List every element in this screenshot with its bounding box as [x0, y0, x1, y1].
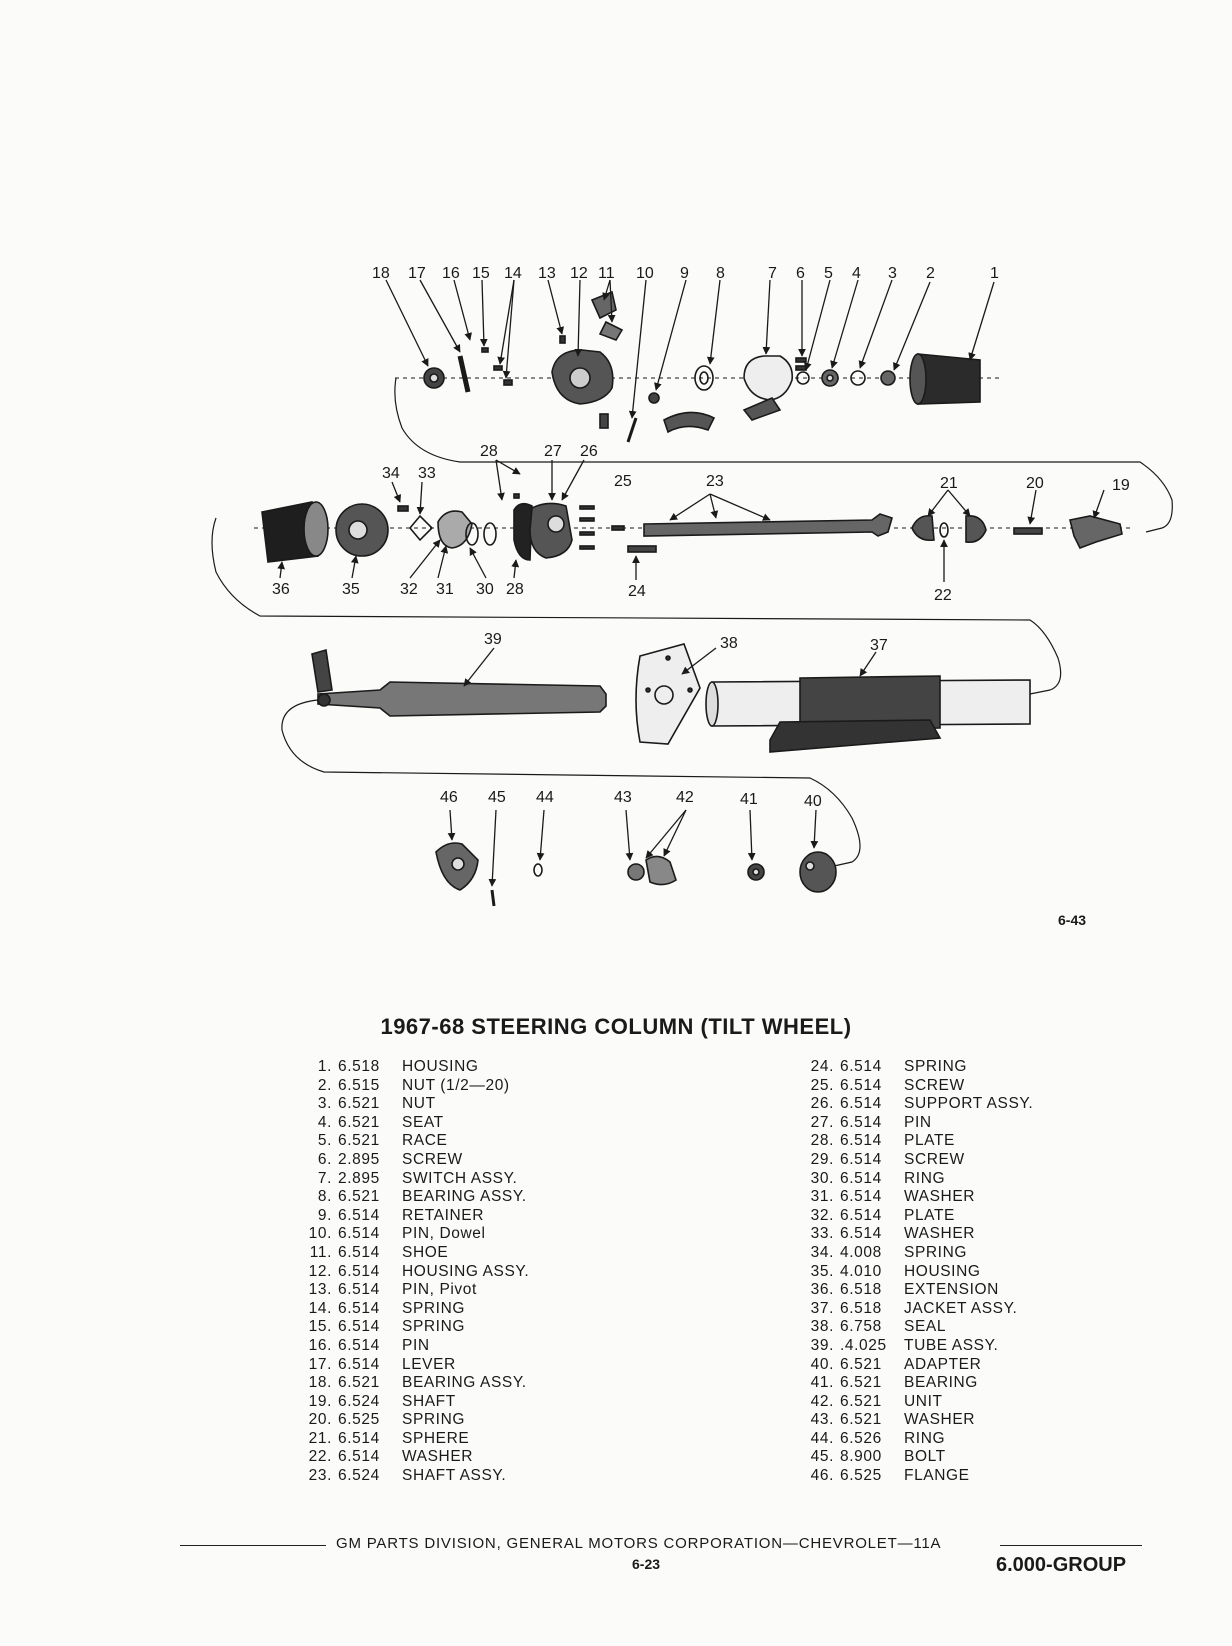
- part-description: PIN, Dowel: [402, 1225, 486, 1243]
- part-39-tube: [318, 682, 606, 716]
- part-description: BOLT: [904, 1448, 946, 1466]
- part-row: [802, 1058, 1033, 1077]
- part-number: 16.: [308, 1336, 332, 1354]
- footer-text: GM PARTS DIVISION, GENERAL MOTORS CORPORATION—CHEVROLET—11A: [336, 1535, 942, 1552]
- part-number: 24.: [810, 1058, 834, 1075]
- part-code: 6.521: [338, 1095, 380, 1113]
- part-number: 36.: [810, 1281, 834, 1299]
- part-number: 41.: [810, 1374, 834, 1392]
- part-description: LEVER: [402, 1355, 456, 1373]
- part-code: 6.524: [338, 1392, 380, 1410]
- part-number: 27.: [810, 1113, 834, 1131]
- part-code: 6.521: [338, 1113, 380, 1131]
- callout-27: 27: [544, 443, 562, 460]
- part-description: UNIT: [904, 1392, 943, 1410]
- callout-11: 11: [598, 265, 615, 282]
- part-code: 6.758: [840, 1318, 882, 1336]
- callout-19: 19: [1112, 477, 1130, 494]
- part-description: HOUSING: [402, 1058, 479, 1075]
- part-number: 21.: [308, 1429, 332, 1447]
- part-row: [300, 1411, 529, 1430]
- part-code: 8.900: [840, 1448, 882, 1466]
- part-number: 12.: [308, 1262, 332, 1280]
- part-code: 6.518: [840, 1281, 882, 1299]
- part-number: 8.: [317, 1188, 332, 1206]
- connector-line-1: [395, 378, 1172, 532]
- part-number: 1.: [317, 1058, 332, 1075]
- callout-15: 15: [472, 265, 490, 282]
- part-description: TUBE ASSY.: [904, 1336, 999, 1354]
- part-row: [300, 1337, 529, 1356]
- callout-40: 40: [804, 793, 822, 810]
- callout-22: 22: [934, 587, 952, 604]
- part-row: [802, 1448, 1033, 1467]
- part-number: 40.: [810, 1355, 834, 1373]
- figure-number: 6-43: [1058, 912, 1087, 928]
- part-description: SPRING: [402, 1299, 466, 1317]
- part-description: SEAT: [402, 1113, 444, 1131]
- part-description: WASHER: [904, 1188, 976, 1206]
- callout-12: 12: [570, 265, 588, 282]
- part-code: 6.518: [338, 1058, 380, 1075]
- part-description: EXTENSION: [904, 1281, 999, 1299]
- row3-parts: [282, 644, 1030, 866]
- part-description: RACE: [402, 1132, 448, 1150]
- part-code: 6.514: [338, 1318, 380, 1336]
- part-19-shaft: [1070, 516, 1122, 548]
- part-number: 22.: [308, 1448, 332, 1466]
- part-row: [300, 1318, 529, 1337]
- callout-10: 10: [636, 265, 654, 282]
- part-row: [300, 1430, 529, 1449]
- part-description: JACKET ASSY.: [904, 1299, 1018, 1317]
- callout-3: 3: [888, 265, 897, 282]
- part-code: 6.521: [338, 1374, 380, 1392]
- part-code: 6.514: [338, 1206, 380, 1224]
- part-number: 42.: [810, 1392, 834, 1410]
- part-description: SEAL: [904, 1318, 947, 1336]
- part-code: 6.514: [840, 1150, 882, 1168]
- part-row: [802, 1263, 1033, 1282]
- callout-25: 25: [614, 473, 632, 490]
- callout-9: 9: [680, 265, 689, 282]
- part-code: 6.521: [338, 1188, 380, 1206]
- part-10-dowel: [628, 418, 636, 442]
- callout-5: 5: [824, 265, 833, 282]
- part-27-pin: [514, 494, 519, 498]
- part-row: [802, 1318, 1033, 1337]
- part-description: HOUSING: [904, 1262, 981, 1280]
- part-row: [300, 1281, 529, 1300]
- part-number: 26.: [810, 1095, 834, 1113]
- part-row: [802, 1207, 1033, 1226]
- part-17-lever: [460, 356, 468, 392]
- part-number: 32.: [810, 1206, 834, 1224]
- part-description: SWITCH ASSY.: [402, 1169, 518, 1187]
- part-code: 6.514: [338, 1243, 380, 1261]
- part-row: [300, 1225, 529, 1244]
- part-description: BEARING ASSY.: [402, 1374, 527, 1392]
- callout-31: 31: [436, 581, 454, 598]
- part-code: 6.521: [840, 1411, 882, 1429]
- part-row: [300, 1467, 529, 1486]
- part-code: 6.524: [338, 1467, 380, 1485]
- part-20-spring: [1014, 528, 1042, 534]
- part-description: WASHER: [904, 1411, 976, 1429]
- part-row: [802, 1356, 1033, 1375]
- part-number: 10.: [308, 1225, 332, 1243]
- part-description: SHAFT: [402, 1392, 456, 1410]
- part-number: 9.: [317, 1206, 332, 1224]
- part-code: 6.525: [840, 1467, 882, 1485]
- callout-13: 13: [538, 265, 556, 282]
- part-description: SCREW: [904, 1076, 965, 1094]
- part-row: [802, 1393, 1033, 1412]
- part-description: FLANGE: [904, 1467, 970, 1485]
- part-code: 6.521: [840, 1392, 882, 1410]
- part-code: 6.514: [338, 1355, 380, 1373]
- callout-2: 2: [926, 265, 935, 282]
- part-number: 34.: [810, 1243, 834, 1261]
- part-row: [300, 1374, 529, 1393]
- part-number: 30.: [810, 1169, 834, 1187]
- part-number: 18.: [308, 1374, 332, 1392]
- part-code: 6.514: [840, 1169, 882, 1187]
- callout-36: 36: [272, 581, 290, 598]
- part-number: 37.: [810, 1299, 834, 1317]
- part-code: 6.518: [840, 1299, 882, 1317]
- part-43-washer: [628, 864, 644, 880]
- part-code: 6.514: [840, 1095, 882, 1113]
- callout-26: 26: [580, 443, 598, 460]
- part-number: 7.: [317, 1169, 332, 1187]
- part-code: 6.526: [840, 1429, 882, 1447]
- part-row: [802, 1170, 1033, 1189]
- callout-14: 14: [504, 265, 522, 282]
- part-row: [802, 1430, 1033, 1449]
- page-number: 6-23: [632, 1556, 661, 1572]
- part-row: [802, 1244, 1033, 1263]
- part-description: SUPPORT ASSY.: [904, 1095, 1034, 1113]
- group-label: 6.000-GROUP: [996, 1554, 1127, 1576]
- part-description: SPRING: [402, 1318, 466, 1336]
- part-number: 14.: [308, 1299, 332, 1317]
- part-code: 6.514: [840, 1058, 882, 1075]
- part-number: 20.: [308, 1411, 332, 1429]
- part-code: 6.514: [338, 1281, 380, 1299]
- callout-32: 32: [400, 581, 418, 598]
- part-row: [300, 1393, 529, 1412]
- part-40-adapter: [800, 852, 836, 892]
- part-code: 6.521: [338, 1132, 380, 1150]
- part-description: PLATE: [904, 1132, 955, 1150]
- part-7-switch: [744, 356, 792, 400]
- callout-16: 16: [442, 265, 460, 282]
- callout-18: 18: [372, 265, 390, 282]
- part-description: WASHER: [904, 1225, 976, 1243]
- part-description: PIN: [904, 1113, 932, 1131]
- part-row: [802, 1411, 1033, 1430]
- part-description: SPRING: [402, 1411, 466, 1429]
- callout-35: 35: [342, 581, 360, 598]
- part-code: 6.514: [840, 1188, 882, 1206]
- part-code: 6.514: [338, 1336, 380, 1354]
- part-row: [802, 1467, 1033, 1486]
- part-number: 11.: [309, 1243, 332, 1261]
- part-number: 4.: [317, 1113, 332, 1131]
- part-row: [802, 1300, 1033, 1319]
- part-description: SCREW: [904, 1150, 965, 1168]
- part-row: [300, 1170, 529, 1189]
- part-row: [300, 1132, 529, 1151]
- part-34-spring: [398, 506, 408, 511]
- part-2-nut: [881, 371, 895, 385]
- part-row: [802, 1337, 1033, 1356]
- callout-1: 1: [990, 265, 999, 282]
- part-row: [802, 1188, 1033, 1207]
- part-description: SPRING: [904, 1058, 968, 1075]
- footer-rule-left: [180, 1545, 326, 1546]
- part-row: [300, 1300, 529, 1319]
- part-description: SHOE: [402, 1243, 449, 1261]
- callout-6: 6: [796, 265, 805, 282]
- part-number: 28.: [810, 1132, 834, 1150]
- callout-23: 23: [706, 473, 724, 490]
- part-number: 17.: [308, 1355, 332, 1373]
- callout-46: 46: [440, 789, 458, 806]
- part-number: 38.: [810, 1318, 834, 1336]
- part-row: [300, 1263, 529, 1282]
- part-number: 46.: [810, 1467, 834, 1485]
- part-description: WASHER: [402, 1448, 474, 1466]
- part-row: [802, 1151, 1033, 1170]
- part-row: [802, 1114, 1033, 1133]
- part-description: RETAINER: [402, 1206, 485, 1224]
- callout-43: 43: [614, 789, 632, 806]
- callout-45: 45: [488, 789, 506, 806]
- callout-17: 17: [408, 265, 426, 282]
- section-title: 1967-68 STEERING COLUMN (TILT WHEEL): [380, 1014, 852, 1039]
- part-code: 2.895: [338, 1150, 380, 1168]
- row4-parts: [436, 843, 836, 906]
- part-number: 23.: [308, 1467, 332, 1485]
- part-code: 6.514: [338, 1225, 380, 1243]
- part-description: PIN, Pivot: [402, 1281, 477, 1299]
- part-code: 6.514: [840, 1206, 882, 1224]
- part-number: 29.: [810, 1150, 834, 1168]
- part-description: NUT (1/2—20): [402, 1076, 510, 1094]
- part-description: RING: [904, 1169, 946, 1187]
- part-code: 6.514: [338, 1429, 380, 1447]
- part-code: 6.521: [840, 1374, 882, 1392]
- callout-8: 8: [716, 265, 725, 282]
- callout-7: 7: [768, 265, 777, 282]
- callout-33: 33: [418, 465, 436, 482]
- part-row: [300, 1244, 529, 1263]
- part-11-shoe: [592, 292, 616, 318]
- part-42-unit: [646, 856, 676, 884]
- part-row: [802, 1095, 1033, 1114]
- part-code: 6.514: [840, 1076, 882, 1094]
- part-description: SPRING: [904, 1243, 968, 1261]
- part-number: 19.: [308, 1392, 332, 1410]
- part-number: 35.: [810, 1262, 834, 1280]
- part-22-washer: [940, 523, 948, 537]
- part-30-ring: [484, 523, 496, 545]
- part-44-ring: [534, 864, 542, 876]
- part-number: 33.: [810, 1225, 834, 1243]
- part-number: 44.: [810, 1429, 834, 1447]
- part-row: [300, 1207, 529, 1226]
- part-9-retainer: [649, 393, 659, 403]
- part-45-bolt: [492, 890, 494, 906]
- part-code: 6.514: [840, 1225, 882, 1243]
- part-code: 6.514: [840, 1132, 882, 1150]
- part-number: 3.: [317, 1095, 332, 1113]
- parts-list-right: [802, 1058, 1033, 1486]
- part-number: 2.: [317, 1076, 332, 1094]
- callout-34: 34: [382, 465, 400, 482]
- parts-list-left: [300, 1058, 529, 1486]
- callout-20: 20: [1026, 475, 1044, 492]
- part-code: 6.525: [338, 1411, 380, 1429]
- part-code: 6.514: [840, 1113, 882, 1131]
- part-row: [300, 1077, 529, 1096]
- part-description: SPHERE: [402, 1429, 470, 1447]
- part-code: 6.515: [338, 1076, 380, 1094]
- part-description: PIN: [402, 1336, 430, 1354]
- part-row: [802, 1077, 1033, 1096]
- part-number: 13.: [308, 1281, 332, 1299]
- callout-4: 4: [852, 265, 861, 282]
- part-21-sphere: [912, 516, 934, 541]
- part-23-shaft: [644, 514, 892, 536]
- footer-rule-right: [1000, 1545, 1142, 1546]
- part-number: 5.: [317, 1132, 332, 1150]
- row1-parts: [395, 292, 1172, 532]
- part-number: 31.: [810, 1188, 834, 1206]
- part-row: [802, 1281, 1033, 1300]
- part-row: [300, 1058, 529, 1077]
- part-number: 39.: [810, 1336, 834, 1354]
- part-description: PLATE: [904, 1206, 955, 1224]
- callout-labels: [272, 265, 1130, 810]
- callout-38: 38: [720, 635, 738, 652]
- part-14-spring: [504, 380, 512, 385]
- part-code: 6.514: [338, 1448, 380, 1466]
- part-1-housing: [918, 354, 980, 404]
- part-description: SCREW: [402, 1150, 463, 1168]
- part-code: 4.008: [840, 1243, 882, 1261]
- part-row: [300, 1151, 529, 1170]
- callout-44: 44: [536, 789, 554, 806]
- part-number: 15.: [308, 1318, 332, 1336]
- part-code: 6.521: [840, 1355, 882, 1373]
- part-description: BEARING ASSY.: [402, 1188, 527, 1206]
- part-number: 25.: [810, 1076, 834, 1094]
- callout-24: 24: [628, 583, 646, 600]
- part-24-spring: [628, 546, 656, 552]
- callout-30: 30: [476, 581, 494, 598]
- callout-42: 42: [676, 789, 694, 806]
- callout-41: 41: [740, 791, 758, 808]
- callout-28-bottom: 28: [506, 581, 524, 598]
- part-number: 43.: [810, 1411, 834, 1429]
- part-25-screw: [580, 506, 594, 509]
- part-row: [802, 1132, 1033, 1151]
- part-row: [300, 1114, 529, 1133]
- callout-37: 37: [870, 637, 888, 654]
- part-15-spring: [494, 366, 502, 370]
- connector-line-2: [212, 518, 1061, 694]
- part-16-pin: [482, 348, 488, 352]
- part-13-pin: [560, 336, 565, 343]
- part-code: 6.514: [338, 1299, 380, 1317]
- part-code: 2.895: [338, 1169, 380, 1187]
- part-33-washer: [410, 516, 432, 540]
- part-code: .4.025: [840, 1336, 887, 1354]
- part-row: [300, 1095, 529, 1114]
- callout-28-top: 28: [480, 443, 498, 460]
- part-code: 4.010: [840, 1262, 882, 1280]
- part-row: [300, 1188, 529, 1207]
- part-description: SHAFT ASSY.: [402, 1467, 507, 1485]
- part-description: HOUSING ASSY.: [402, 1262, 530, 1280]
- part-row: [300, 1356, 529, 1375]
- part-description: RING: [904, 1429, 946, 1447]
- part-description: ADAPTER: [904, 1355, 982, 1373]
- part-number: 6.: [317, 1150, 332, 1168]
- part-description: BEARING: [904, 1374, 978, 1392]
- part-6-screw: [796, 358, 806, 362]
- part-row: [802, 1225, 1033, 1244]
- part-row: [300, 1448, 529, 1467]
- callout-39: 39: [484, 631, 502, 648]
- callout-21: 21: [940, 475, 958, 492]
- part-number: 45.: [810, 1448, 834, 1466]
- part-row: [802, 1374, 1033, 1393]
- part-description: NUT: [402, 1095, 436, 1113]
- part-code: 6.514: [338, 1262, 380, 1280]
